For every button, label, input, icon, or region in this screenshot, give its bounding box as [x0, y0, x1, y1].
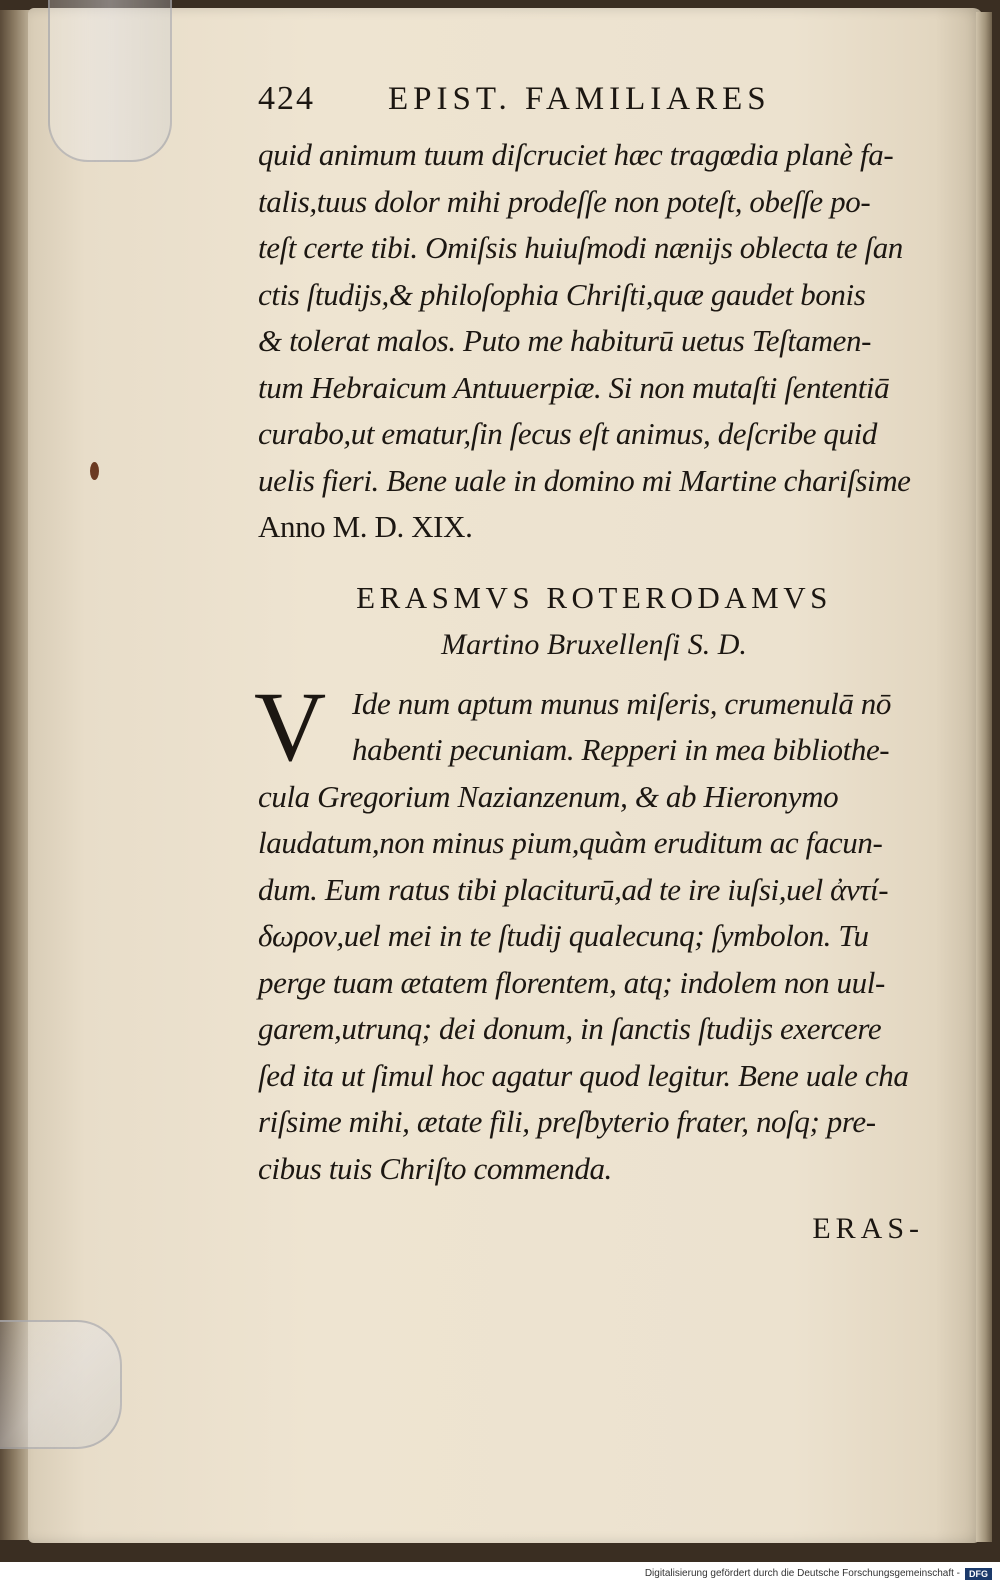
text-line: habenti pecuniam. Repperi in mea bibliothe- — [352, 732, 890, 767]
glass-clip-bottom — [0, 1320, 122, 1449]
ink-stain — [90, 462, 99, 480]
date-line: Anno M. D. XIX. — [258, 509, 473, 544]
text-line: δωρον,uel mei in te ſtudij qualecunq; ſymbolon. Tu — [258, 918, 869, 953]
text-line: & tolerat malos. Puto me habiturū uetus Teſtamen- — [258, 323, 872, 358]
text-line: cula Gregorium Nazianzenum, & ab Hieronymo — [258, 778, 839, 814]
text-line: cibus tuis Chriſto commenda. — [258, 1150, 612, 1186]
letter2-body — [254, 670, 930, 1193]
text-line: garem,utrunq; dei donum, in ſanctis ſtudijs exercere — [258, 1011, 882, 1046]
footer-credit: Digitalisierung gefördert durch die Deutsche Forschungsgemeinschaft - — [644, 1568, 960, 1579]
text-line: Ide num aptum munus miſeris, crumenulā nō — [352, 685, 891, 721]
page-right-edge — [976, 12, 992, 1542]
text-line: tum Hebraicum Antuuerpiæ. Si non mutaſti ſententiā — [258, 369, 890, 405]
letter2-subheading: Martino Bruxellenſi S. D. — [441, 627, 747, 661]
text-line: quid animum tuum diſcruciet hæc tragœdia planè fa- — [258, 137, 894, 172]
catchword: ERAS- — [812, 1212, 924, 1245]
digitization-footer — [0, 1562, 1000, 1585]
text-line: ſed ita ut ſimul hoc agatur quod legitur. Bene uale cha — [258, 1057, 909, 1093]
dfg-logo: DFG — [965, 1568, 992, 1580]
glass-clip-top — [48, 0, 172, 162]
text-line: uelis fieri. Bene uale in domino mi Martine chariſsime — [258, 462, 911, 498]
page-text-block — [254, 80, 930, 1256]
running-title: EPIST. FAMILIARES — [388, 81, 771, 117]
text-line: dum. Eum ratus tibi placiturū,ad te ire iuſsi,uel ἀντί- — [258, 871, 889, 907]
letter1-body — [258, 132, 930, 551]
text-line: curabo,ut ematur,ſin ſecus eſt animus, deſcribe quid — [258, 416, 877, 451]
text-line: riſsime mihi, ætate fili, preſbyterio frater, noſq; pre- — [258, 1104, 876, 1139]
page-number: 424 — [258, 80, 315, 117]
text-line: perge tuam ætatem florentem, atq; indolem non uul- — [258, 964, 885, 1000]
letter2-heading: ERASMVS ROTERODAMVS — [356, 579, 832, 615]
text-line: talis,tuus dolor mihi prodeſſe non poteſt, obeſſe po- — [258, 183, 871, 219]
drop-cap: V — [254, 670, 327, 782]
text-line: ctis ſtudijs,& philoſophia Chriſti,quæ gaudet bonis — [258, 276, 866, 312]
text-line: teſt certe tibi. Omiſsis huiuſmodi nænijs oblecta te ſan — [258, 230, 903, 265]
running-header — [258, 80, 930, 132]
text-line: laudatum,non minus pium,quàm eruditum ac facun- — [258, 825, 883, 860]
